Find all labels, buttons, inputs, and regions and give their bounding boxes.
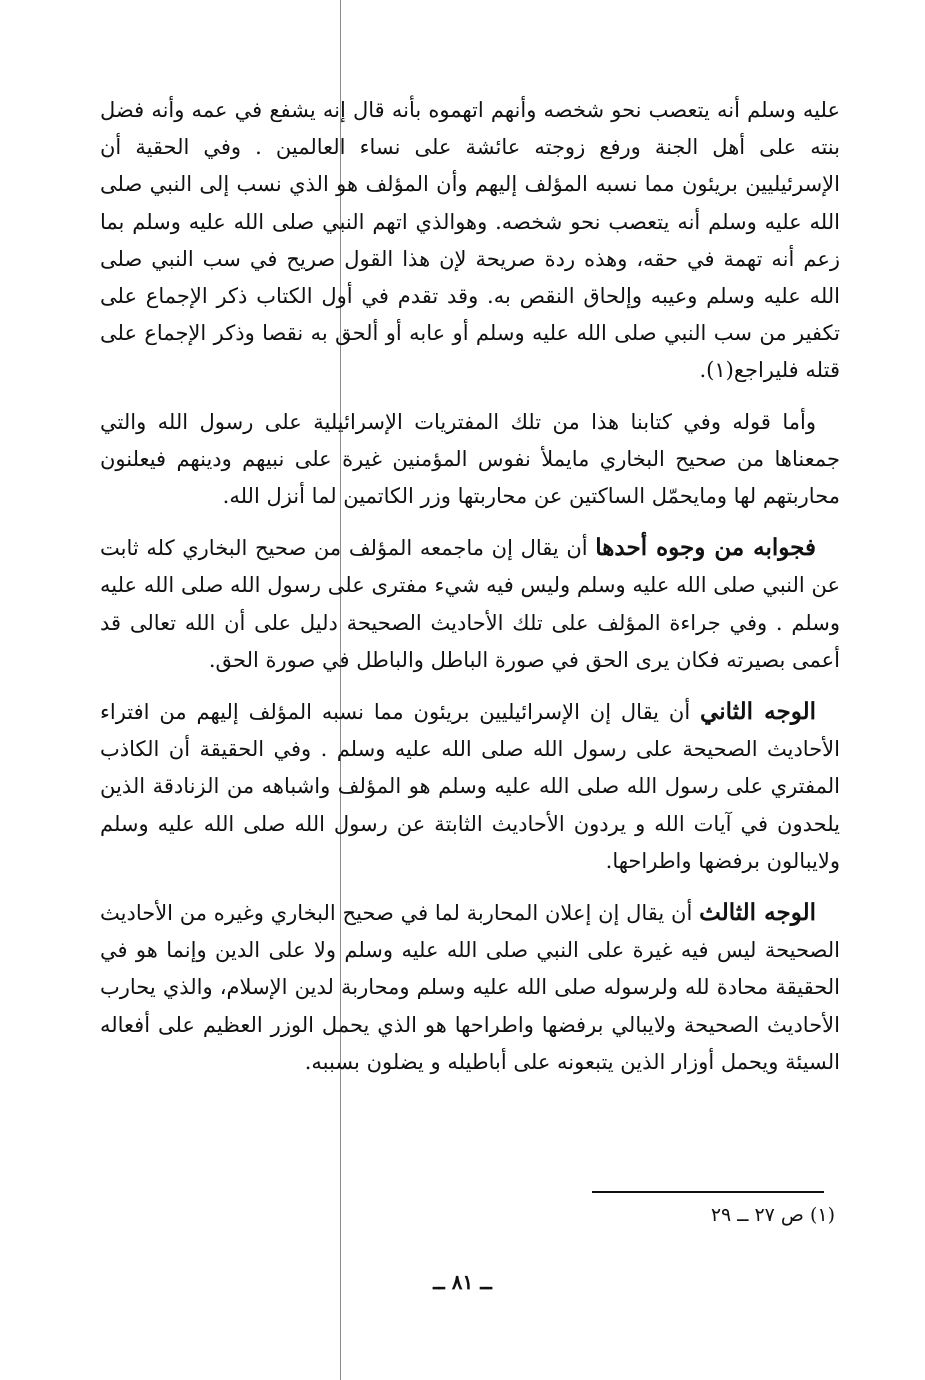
paragraph-text: أن يقال إن الإسرائيليين بريئون مما نسبه المؤلف إليهم من افتراء الأحاديث الصحيحة على رسول الله صلى الله عليه وسلم . وفي الحقيقة أن الكاذب المفتري على رسول الله صلى الله عليه وسلم هو المؤلف واشباهه من الزنادقة الذين يلحدون في آيات الله و يردون الأحاديث الثابتة عن رسول الله صلى الله عليه وسلم ولايبالون برفضها واطراحها. [100,700,840,873]
page-number: ــ ٨١ ــ [433,1270,492,1294]
paragraph-text: وأما قوله وفي كتابنا هذا من تلك المفتريات الإسرائيلية على رسول الله والتي جمعناها من صحيح البخاري مايملأ نفوس المؤمنين غيرة على نبيهم ودينهم فيعلنون محاربتهم لها ومايحمّل الساكتين عن محاربتها وزر الكاتمين لما أنزل الله. [100,409,840,509]
paragraph-text: أن يقال إن ماجمعه المؤلف من صحيح البخاري كله ثابت عن النبي صلى الله عليه وسلم وليس فيه شيء مفترى على رسول الله صلى الله عليه وسلم . وفي جراءة المؤلف على تلك الأحاديث الصحيحة دليل على أن الله تعالى قد أعمى بصيرته فكان يرى الحق في صورة الباطل والباطل في صورة الحق. [100,536,840,672]
paragraph-2 [100,404,840,516]
paragraph-text: عليه وسلم أنه يتعصب نحو شخصه وأنهم اتهموه بأنه قال إنه يشفع في عمه وأنه فضل بنته على أهل الجنة ورفع زوجته عائشة على نساء العالمين . وفي الحقية أن الإسرئيليين بريئون مما نسبه المؤلف إليهم وأن المؤلف هو الذي نسب إلى النبي صلى الله عليه وسلم أنه يتعصب نحو شخصه. وهوالذي اتهم النبي صلى الله عليه وسلم بما زعم أنه تهمة في حقه، وهذه ردة صريحة لإن هذا القول صريح في سب النبي صلى الله عليه وسلم وعيبه وإلحاق النقص به. وقد تقدم في أول الكتاب ذكر الإجماع على تكفير من سب النبي صلى الله عليه وسلم أو عابه أو ألحق به نقصا وذكر الإجماع على قتله فليراجع(١). [100,98,840,383]
paragraph-1 [100,92,840,390]
footnote-separator [592,1191,824,1193]
paragraph-text: أن يقال إن إعلان المحاربة لما في صحيح البخاري وغيره من الأحاديث الصحيحة ليس فيه غيرة على النبي صلى الله عليه وسلم ولا على الدين وإنما هو في الحقيقة محادة لله ولرسوله صلى الله عليه وسلم ومحاربة لدين الإسلام، والذي يحارب الأحاديث الصحيحة ولايبالي برفضها واطراحها هو الذي يحمل الوزر العظيم على أفعاله السيئة ويحمل أوزار الذين يتبعونه على أباطيله و يضلون بسببه. [100,901,840,1074]
paragraph-3 [100,529,840,679]
page-body [100,92,840,1081]
paragraph-lead: الوجه الثاني [700,698,816,726]
paragraph-5 [100,894,840,1081]
paragraph-lead: فجوابه من وجوه أحدها [595,534,816,562]
paragraph-lead: الوجه الثالث [699,899,816,927]
paragraph-4 [100,693,840,880]
footnote: (١) ص ٢٧ ــ ٢٩ [710,1204,835,1226]
